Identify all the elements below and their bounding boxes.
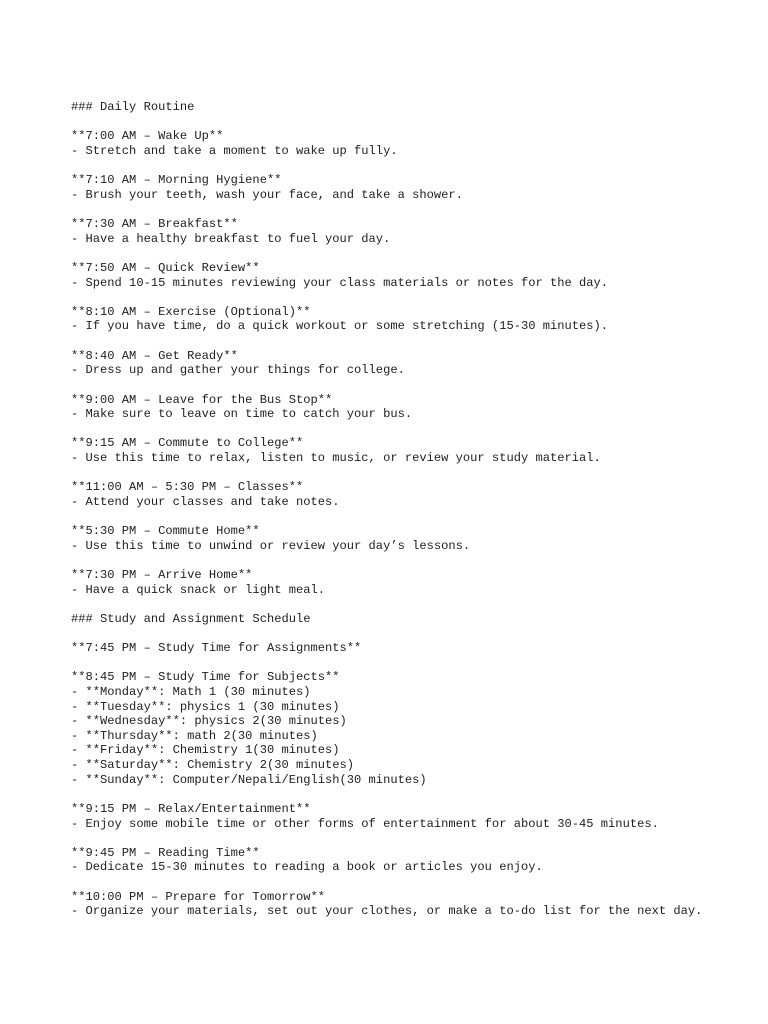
text-line: - **Tuesday**: physics 1 (30 minutes) — [71, 699, 340, 714]
text-line: - Dress up and gather your things for college. — [71, 363, 405, 378]
text-line: - Use this time to relax, listen to music, or review your study material. — [71, 451, 601, 465]
text-line: ### Daily Routine — [71, 100, 195, 114]
text-line: **9:15 AM – Commute to College** — [71, 436, 304, 451]
text-line: **5:30 PM – Commute Home** — [71, 524, 260, 539]
text-line: - **Saturday**: Chemistry 2(30 minutes) — [71, 758, 355, 773]
text-block — [71, 890, 711, 919]
text-line: **8:40 AM – Get Ready** — [71, 348, 238, 363]
text-block — [71, 261, 711, 290]
text-line: - Have a quick snack or light meal. — [71, 582, 326, 597]
text-line: **7:00 AM – Wake Up** — [71, 129, 224, 144]
text-block — [71, 173, 711, 202]
text-line: **7:30 AM – Breakfast** — [71, 217, 238, 232]
text-line: **7:45 PM – Study Time for Assignments** — [71, 641, 362, 656]
text-line: - Organize your materials, set out your clothes, or make a to-do list for the next day. — [71, 904, 703, 919]
text-block — [71, 217, 711, 246]
text-block — [71, 480, 711, 509]
text-block — [71, 393, 711, 422]
text-line: - Spend 10-15 minutes reviewing your class materials or notes for the day. — [71, 275, 609, 290]
text-line: - **Friday**: Chemistry 1(30 minutes) — [71, 743, 340, 758]
text-line: **7:10 AM – Morning Hygiene** — [71, 173, 282, 188]
text-line: - Enjoy some mobile time or other forms of entertainment for about 30-45 minutes. — [71, 816, 659, 831]
text-line: **7:30 PM – Arrive Home** — [71, 568, 253, 583]
text-line: - **Wednesday**: physics 2(30 minutes) — [71, 714, 347, 729]
text-line: **7:50 AM – Quick Review** — [71, 260, 260, 275]
text-line: - **Thursday**: math 2(30 minutes) — [71, 728, 318, 743]
text-block — [71, 802, 711, 831]
text-line: **8:10 AM – Exercise (Optional)** — [71, 304, 311, 319]
text-line: - Use this time to unwind or review your day’s lessons. — [71, 538, 471, 553]
text-block — [71, 129, 711, 158]
text-block — [71, 349, 711, 378]
document-text — [71, 100, 711, 934]
text-block — [71, 436, 711, 465]
text-line: **9:45 PM – Reading Time** — [71, 845, 260, 860]
text-line: **11:00 AM – 5:30 PM – Classes** — [71, 480, 304, 495]
text-line: **8:45 PM – Study Time for Subjects** — [71, 670, 340, 685]
text-block — [71, 100, 711, 115]
text-line: - **Monday**: Math 1 (30 minutes) — [71, 685, 311, 700]
text-line: - **Sunday**: Computer/Nepali/English(30 minutes) — [71, 772, 427, 787]
text-line: - Have a healthy breakfast to fuel your day. — [71, 231, 391, 246]
text-block — [71, 641, 711, 656]
text-line: **10:00 PM – Prepare for Tomorrow** — [71, 889, 326, 904]
text-block — [71, 524, 711, 553]
text-line: - Make sure to leave on time to catch your bus. — [71, 407, 413, 422]
text-line: - Attend your classes and take notes. — [71, 494, 340, 509]
text-block — [71, 305, 711, 334]
text-line: **9:15 PM – Relax/Entertainment** — [71, 801, 311, 816]
text-line: ### Study and Assignment Schedule — [71, 611, 311, 626]
text-line: - Dedicate 15-30 minutes to reading a book or articles you enjoy. — [71, 860, 543, 875]
text-line: - Stretch and take a moment to wake up fully. — [71, 143, 398, 158]
text-line: **9:00 AM – Leave for the Bus Stop** — [71, 392, 333, 407]
text-block — [71, 670, 711, 787]
text-line: - If you have time, do a quick workout or some stretching (15-30 minutes). — [71, 319, 609, 334]
text-block — [71, 612, 711, 627]
text-line: - Brush your teeth, wash your face, and take a shower. — [71, 187, 463, 202]
text-block — [71, 568, 711, 597]
text-block — [71, 846, 711, 875]
